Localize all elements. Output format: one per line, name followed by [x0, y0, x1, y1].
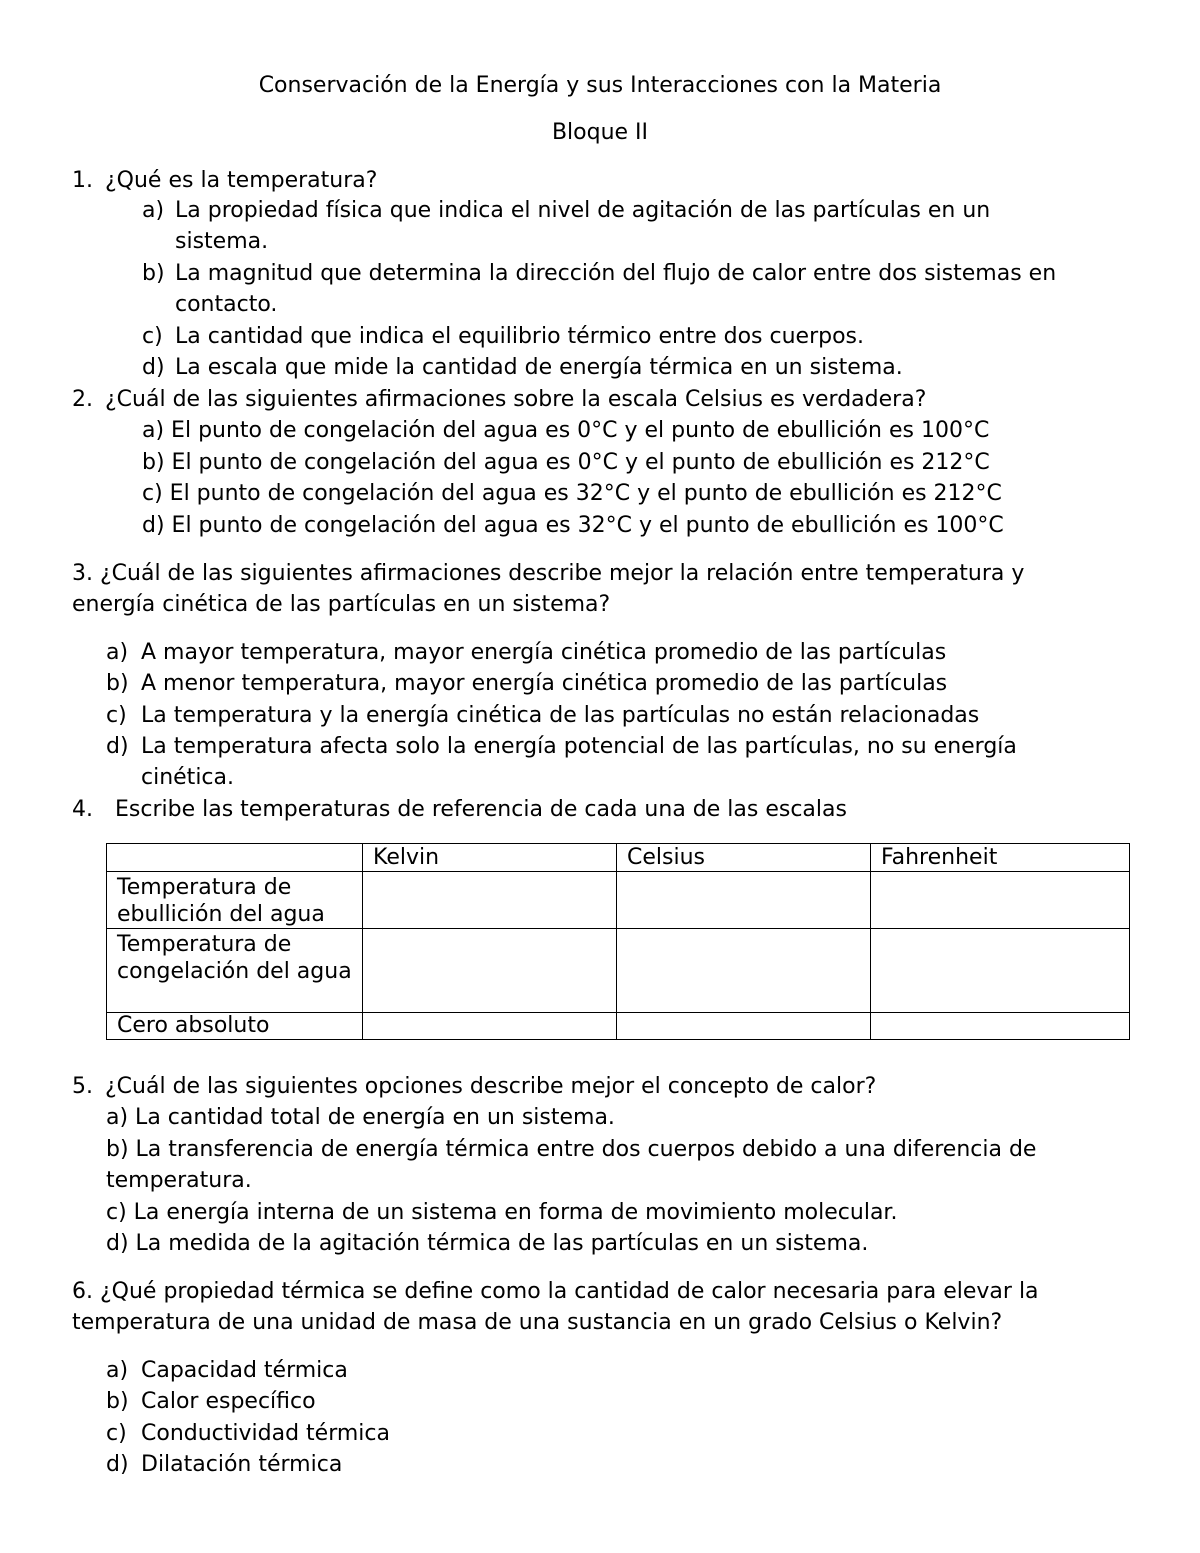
option-text: Dilatación térmica — [141, 1452, 343, 1477]
table-row — [107, 1013, 1130, 1040]
row-label: Temperatura de congelación del agua — [107, 929, 363, 1013]
option-marker: d) — [142, 355, 165, 380]
question-number: 4. — [72, 797, 93, 822]
option-text: La magnitud que determina la dirección del flujo de calor entre dos sistemas en — [175, 261, 1057, 286]
document-title: Conservación de la Energía y sus Interacciones con la Materia — [258, 73, 942, 98]
option-marker: c) — [106, 703, 127, 728]
question-6-prompt-continuation: temperatura de una unidad de masa de una sustancia en un grado Celsius o Kelvin? — [72, 1310, 1003, 1335]
question-2-prompt — [72, 387, 1172, 413]
question-3-prompt: 3. ¿Cuál de las siguientes afirmaciones describe mejor la relación entre temperatura y — [72, 561, 1025, 586]
kelvin-cell — [363, 929, 617, 1013]
option-text: La temperatura y la energía cinética de las partículas no están relacionadas — [141, 703, 980, 728]
table-header-row — [107, 844, 1130, 872]
question-text: Escribe las temperaturas de referencia de cada una de las escalas — [115, 797, 847, 822]
row-label: Temperatura de ebullición del agua — [107, 872, 363, 929]
option-marker: b) — [106, 671, 129, 696]
celsius-cell — [617, 1013, 871, 1040]
q1-option-d — [142, 355, 1142, 381]
fahrenheit-cell — [871, 929, 1130, 1013]
question-number: 2. — [72, 387, 93, 412]
document-subtitle: Bloque II — [551, 120, 649, 145]
table-header-empty — [107, 844, 363, 872]
q5-option-b: b) La transferencia de energía térmica entre dos cuerpos debido a una diferencia de — [106, 1137, 1037, 1162]
q2-option-b: b) El punto de congelación del agua es 0°C y el punto de ebullición es 212°C — [142, 450, 990, 475]
option-text: Capacidad térmica — [141, 1358, 348, 1383]
q6-option-d — [106, 1452, 706, 1478]
q2-option-d: d) El punto de congelación del agua es 32°C y el punto de ebullición es 100°C — [142, 513, 1004, 538]
q3-option-d-continuation: cinética. — [141, 765, 234, 790]
option-marker: b) — [142, 261, 165, 286]
question-number: 5. — [72, 1074, 93, 1099]
q5-option-c: c) La energía interna de un sistema en forma de movimiento molecular. — [106, 1200, 898, 1225]
option-text: A menor temperatura, mayor energía cinética promedio de las partículas — [141, 671, 948, 696]
table-row — [107, 872, 1130, 929]
option-text: Conductividad térmica — [141, 1421, 390, 1446]
q1-option-a — [142, 198, 1142, 224]
option-marker: b) — [106, 1389, 129, 1414]
kelvin-cell — [363, 1013, 617, 1040]
q1-option-a-continuation: sistema. — [175, 229, 269, 254]
option-text: La propiedad física que indica el nivel de agitación de las partículas en un — [175, 198, 991, 223]
question-5-prompt — [72, 1074, 1172, 1100]
option-marker: d) — [106, 734, 129, 759]
question-3-prompt-continuation: energía cinética de las partículas en un sistema? — [72, 592, 611, 617]
table-row — [107, 929, 1130, 1013]
fahrenheit-cell — [871, 872, 1130, 929]
option-marker: a) — [142, 198, 165, 223]
q3-option-c — [106, 703, 1156, 729]
kelvin-cell — [363, 872, 617, 929]
fahrenheit-cell — [871, 1013, 1130, 1040]
question-text: ¿Qué es la temperatura? — [105, 168, 378, 193]
option-marker: d) — [106, 1452, 129, 1477]
q3-option-d — [106, 734, 1156, 760]
q5-option-b-continuation: temperatura. — [106, 1168, 252, 1193]
q5-option-d: d) La medida de la agitación térmica de las partículas en un sistema. — [106, 1231, 869, 1256]
option-marker: c) — [106, 1421, 127, 1446]
q3-option-a — [106, 640, 1156, 666]
temperature-scales-table — [106, 843, 1130, 1040]
option-marker: c) — [142, 324, 163, 349]
celsius-cell — [617, 929, 871, 1013]
question-6-prompt: 6. ¿Qué propiedad térmica se define como la cantidad de calor necesaria para elevar la — [72, 1279, 1039, 1304]
q1-option-b-continuation: contacto. — [175, 292, 278, 317]
q1-option-c — [142, 324, 1142, 350]
table-header-kelvin: Kelvin — [363, 844, 617, 872]
question-4-prompt — [72, 797, 1172, 823]
celsius-cell — [617, 872, 871, 929]
option-text: La cantidad que indica el equilibrio térmico entre dos cuerpos. — [175, 324, 865, 349]
option-marker: a) — [106, 640, 129, 665]
q2-option-c: c) El punto de congelación del agua es 32°C y el punto de ebullición es 212°C — [142, 481, 1002, 506]
table-header-celsius: Celsius — [617, 844, 871, 872]
option-marker: a) — [106, 1358, 129, 1383]
q3-option-b — [106, 671, 1156, 697]
q6-option-c — [106, 1421, 706, 1447]
question-number: 1. — [72, 168, 93, 193]
option-text: A mayor temperatura, mayor energía cinética promedio de las partículas — [141, 640, 947, 665]
option-text: La escala que mide la cantidad de energía térmica en un sistema. — [175, 355, 903, 380]
option-text: La temperatura afecta solo la energía potencial de las partículas, no su energía — [141, 734, 1017, 759]
table-header-fahrenheit: Fahrenheit — [871, 844, 1130, 872]
option-text: Calor específico — [141, 1389, 316, 1414]
q1-option-b — [142, 261, 1142, 287]
question-text: ¿Cuál de las siguientes opciones describe mejor el concepto de calor? — [105, 1074, 877, 1099]
q2-option-a: a) El punto de congelación del agua es 0°C y el punto de ebullición es 100°C — [142, 418, 990, 443]
row-label: Cero absoluto — [107, 1013, 363, 1040]
q6-option-a — [106, 1358, 706, 1384]
question-1-prompt — [72, 168, 1172, 194]
q6-option-b — [106, 1389, 706, 1415]
q5-option-a: a) La cantidad total de energía en un sistema. — [106, 1105, 615, 1130]
question-text: ¿Cuál de las siguientes afirmaciones sobre la escala Celsius es verdadera? — [105, 387, 927, 412]
